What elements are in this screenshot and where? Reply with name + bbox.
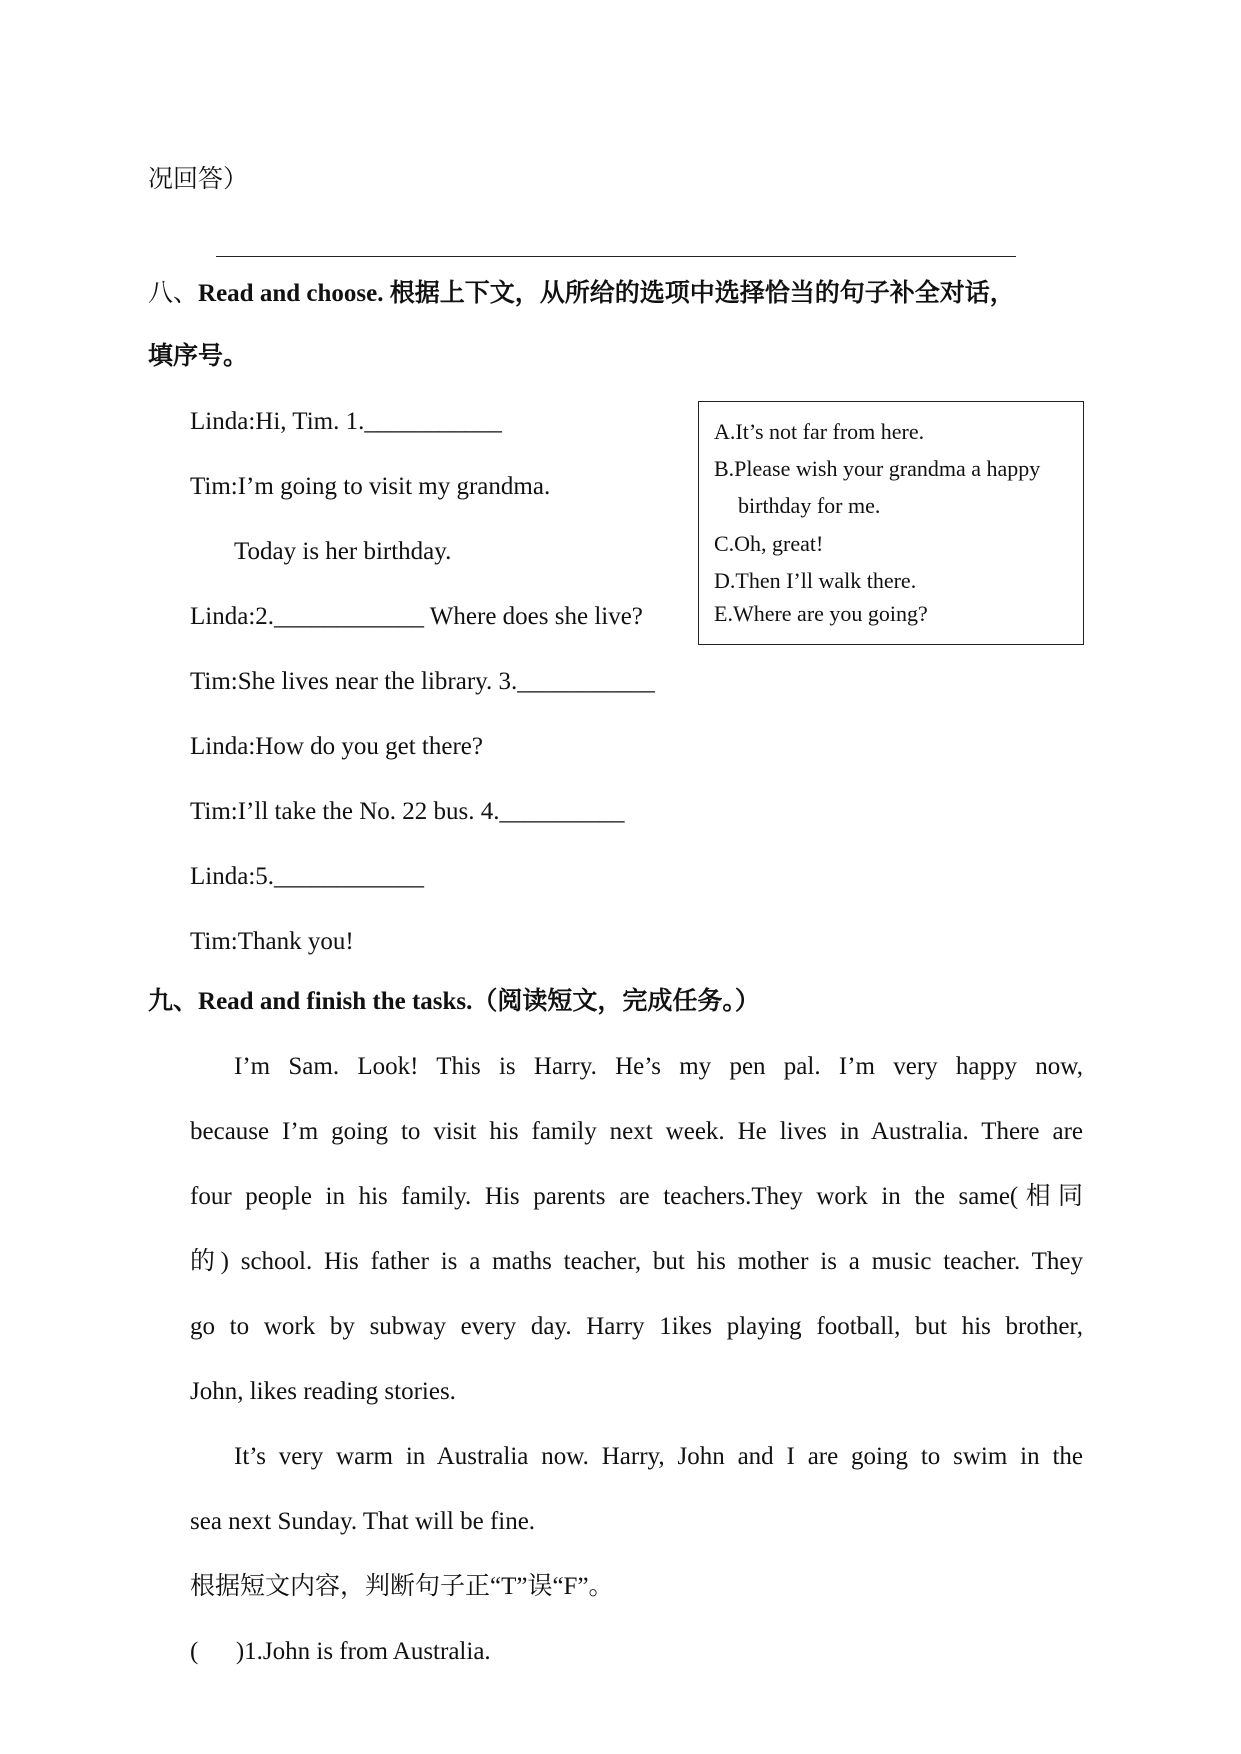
dialogue-line: Linda:2.____________ Where does she live?: [190, 603, 643, 630]
tf-instruction: 根据短文内容，判断句子正“T”误“F”。: [190, 1573, 614, 1600]
section-9-title-cn: （阅读短文，完成任务。）: [472, 988, 760, 1015]
section-8-heading: [148, 279, 1015, 309]
dialogue-line: Linda:Hi, Tim. 1.___________: [190, 408, 502, 435]
section-9-number: 九、: [148, 988, 199, 1015]
option-e: E.Where are you going?: [714, 601, 928, 626]
option-c: C.Oh, great!: [714, 531, 824, 556]
option-d: D.Then I’ll walk there.: [714, 568, 917, 593]
dialogue-line: Linda:5.____________: [190, 863, 425, 890]
dialogue-line: Tim:I’ll take the No. 22 bus. 4.__________: [190, 798, 625, 825]
option-b: B.Please wish your grandma a happy: [714, 456, 1041, 481]
section-8-title-cn: 根据上下文，从所给的选项中选择恰当的句子补全对话，: [383, 280, 1015, 307]
dialogue-line: Tim:She lives near the library. 3.___________: [190, 668, 655, 695]
dialogue-line: Today is her birthday.: [234, 538, 452, 565]
tf-item: ( )1.John is from Australia.: [190, 1638, 491, 1665]
passage-line: sea next Sunday. That will be fine.: [190, 1508, 536, 1535]
option-b-cont: birthday for me.: [738, 493, 881, 518]
section-8-number: 八、: [148, 280, 199, 307]
passage-line: four people in his family. His parents are teachers.They work in the same(相同: [190, 1183, 1083, 1210]
continued-text: 况回答）: [148, 166, 249, 193]
option-a: A.It’s not far from here.: [714, 419, 925, 444]
dialogue-line: Linda:How do you get there?: [190, 733, 483, 760]
passage-line: because I’m going to visit his family next week. He lives in Australia. There are: [190, 1118, 1083, 1145]
passage-line: It’s very warm in Australia now. Harry, John and I are going to swim in the: [234, 1443, 1083, 1470]
section-9-heading: [148, 987, 760, 1017]
passage-line: I’m Sam. Look! This is Harry. He’s my pen pal. I’m very happy now,: [234, 1053, 1083, 1080]
passage-line: John, likes reading stories.: [190, 1378, 456, 1405]
section-8-heading-cont: 填序号。: [148, 343, 249, 370]
passage-line: 的) school. His father is a maths teacher, but his mother is a music teacher. They: [190, 1248, 1083, 1275]
answer-line: [216, 256, 1016, 257]
dialogue-line: Tim:I’m going to visit my grandma.: [190, 473, 551, 500]
passage-line: go to work by subway every day. Harry 1ikes playing football, but his brother,: [190, 1313, 1083, 1340]
section-9-title-en: Read and finish the tasks.: [198, 988, 473, 1015]
section-8-title-en: Read and choose.: [198, 280, 384, 307]
dialogue-line: Tim:Thank you!: [190, 928, 354, 955]
